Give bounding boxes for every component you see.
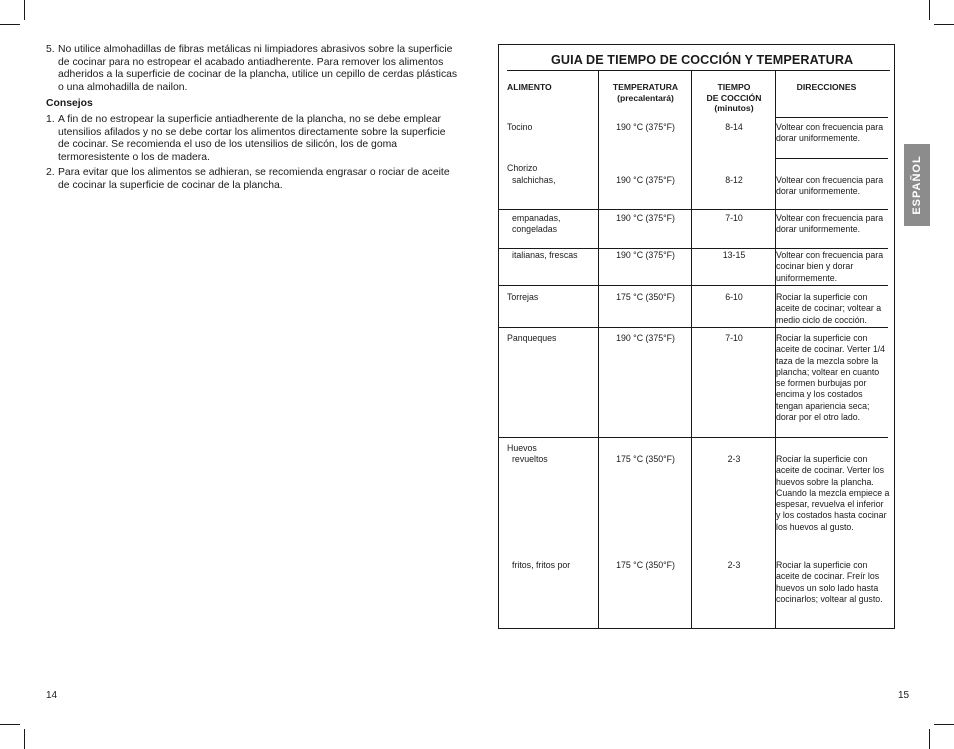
row-huevos-label: Huevos [507, 443, 537, 453]
header-food [507, 82, 552, 93]
row-torrejas-directions: Rociar la superficie con aceite de cocinar; voltear a medio ciclo de cocción. [776, 292, 882, 325]
language-tab [904, 144, 930, 226]
row-empanadas-food-line2: congeladas [512, 224, 557, 235]
crop-mark-bottom-right-h [934, 724, 954, 725]
row-divider [499, 327, 888, 328]
row-divider [499, 248, 888, 249]
header-food-label: ALIMENTO [507, 82, 552, 92]
care-item-5-text: No utilice almohadillas de fibras metálicas ni limpiadores abrasivos sobre la superficie de cocinar para no estropear el acabado antiadherente. Para remover los alimentos adheridos a la superficie de cocinar de la plancha, utilice un cepillo de cerdas plásticas o una almohadilla de nailon. [58, 44, 458, 93]
row-tocino-temp: 190 °C (375°F) [616, 122, 675, 132]
header-time-line2: DE COCCIÓN [706, 92, 762, 103]
row-empanadas-time: 7-10 [725, 213, 743, 223]
row-divider [499, 437, 888, 438]
row-italianas-time: 13-15 [722, 250, 746, 260]
header-directions-label: DIRECCIONES [796, 82, 857, 92]
row-torrejas-time: 6-10 [725, 292, 743, 302]
table-title: GUIA DE TIEMPO DE COCCIÓN Y TEMPERATURA [551, 53, 854, 67]
care-item-5-number: 5. [46, 44, 55, 55]
tip-item-1-number: 1. [46, 113, 55, 125]
row-revueltos-temp: 175 °C (350°F) [616, 454, 675, 464]
row-divider [499, 209, 888, 210]
crop-mark-bottom-right [929, 729, 930, 749]
left-page-content [46, 44, 458, 193]
tip-item-2 [46, 167, 458, 192]
row-salchichas-time: 8-12 [725, 175, 743, 185]
row-empanadas-food-line1: empanadas, [512, 213, 561, 223]
row-revueltos-time: 2-3 [727, 454, 741, 464]
row-italianas-directions: Voltear con frecuencia para cocinar bien y dorar uniformemente. [776, 250, 884, 283]
row-empanadas-directions: Voltear con frecuencia para dorar uniformemente. [776, 213, 884, 235]
row-divider [499, 285, 888, 286]
title-divider [507, 70, 890, 71]
crop-mark-top-left-h [0, 24, 20, 25]
column-divider-1 [598, 70, 599, 628]
row-fritos-time: 2-3 [727, 560, 741, 570]
row-tocino-directions: Voltear con frecuencia para dorar uniformemente. [776, 122, 884, 144]
row-fritos-food: fritos, fritos por [512, 560, 571, 570]
page-number-left: 14 [46, 690, 58, 701]
language-tab-label: ESPAÑOL [911, 155, 923, 215]
row-panqueques-directions: Rociar la superficie con aceite de cocinar. Verter 1/4 taza de la mezcla sobre la plancha; voltear en cuanto se formen burbujas por encima y los costados tengan apariencia seca; dorar por el otro lado. [776, 333, 886, 423]
tip-item-1 [46, 114, 458, 164]
header-temperature-line1: TEMPERATURA [612, 82, 679, 92]
row-fritos-directions: Rociar la superficie con aceite de cocinar. Freír los huevos un solo lado hasta cocinarlos; voltear al gusto. [776, 560, 883, 604]
row-italianas-food: italianas, frescas [512, 250, 578, 260]
row-panqueques-food: Panqueques [507, 333, 557, 343]
header-time [692, 82, 776, 114]
tip-item-2-text: Para evitar que los alimentos se adhieran, se recomienda engrasar o rociar de aceite de cocinar la superficie de cocinar de la plancha. [58, 167, 450, 191]
header-time-line1: TIEMPO [717, 82, 751, 92]
header-temperature-line2: (precalentará) [617, 92, 674, 103]
page-number-right: 15 [898, 690, 910, 701]
column-divider-2 [691, 70, 692, 628]
crop-mark-bottom-left-h [0, 724, 20, 725]
crop-mark-bottom-left [24, 729, 25, 749]
row-fritos-temp: 175 °C (350°F) [616, 560, 675, 570]
row-panqueques-temp: 190 °C (375°F) [616, 333, 675, 343]
header-directions [776, 82, 877, 93]
crop-mark-top-right-h [934, 24, 954, 25]
row-tocino-food: Tocino [507, 122, 533, 132]
row-chorizo-label: Chorizo [507, 163, 538, 173]
row-salchichas-food: salchichas, [512, 175, 556, 185]
row-torrejas-food: Torrejas [507, 292, 539, 302]
row-tocino-time: 8-14 [725, 122, 743, 132]
row-salchichas-temp: 190 °C (375°F) [616, 175, 675, 185]
crop-mark-top-right [929, 0, 930, 20]
row-revueltos-directions: Rociar la superficie con aceite de cocinar. Verter los huevos sobre la plancha. Cuando la mezcla empiece a espesar, revuelva el inferior y los costados hasta cocinar los huevos al gusto. [776, 454, 890, 532]
header-divider [775, 117, 888, 118]
row-revueltos-food: revueltos [512, 454, 548, 464]
row-empanadas-temp: 190 °C (375°F) [616, 213, 675, 223]
cooking-guide-table [498, 44, 895, 629]
crop-mark-top-left [24, 0, 25, 20]
row-italianas-temp: 190 °C (375°F) [616, 250, 675, 260]
tip-item-2-number: 2. [46, 167, 55, 179]
tip-item-1-text: A fin de no estropear la superficie antiadherente de la plancha, no se debe emplear utensilios afilados y no se debe cortar los alimentos directamente sobre la superficie de cocinar. Se recomienda el uso de los utensilios de silicón, los de goma termoresistente o los de madera. [58, 113, 446, 163]
row-divider [775, 158, 888, 159]
row-panqueques-time: 7-10 [725, 333, 743, 343]
header-time-line3: (minutos) [714, 103, 754, 113]
tips-heading: Consejos [46, 98, 93, 110]
row-salchichas-directions: Voltear con frecuencia para dorar uniformemente. [776, 175, 884, 197]
header-temperature [599, 82, 692, 103]
row-torrejas-temp: 175 °C (350°F) [616, 292, 675, 302]
care-item-5 [46, 44, 458, 94]
row-empanadas-food [507, 213, 599, 236]
